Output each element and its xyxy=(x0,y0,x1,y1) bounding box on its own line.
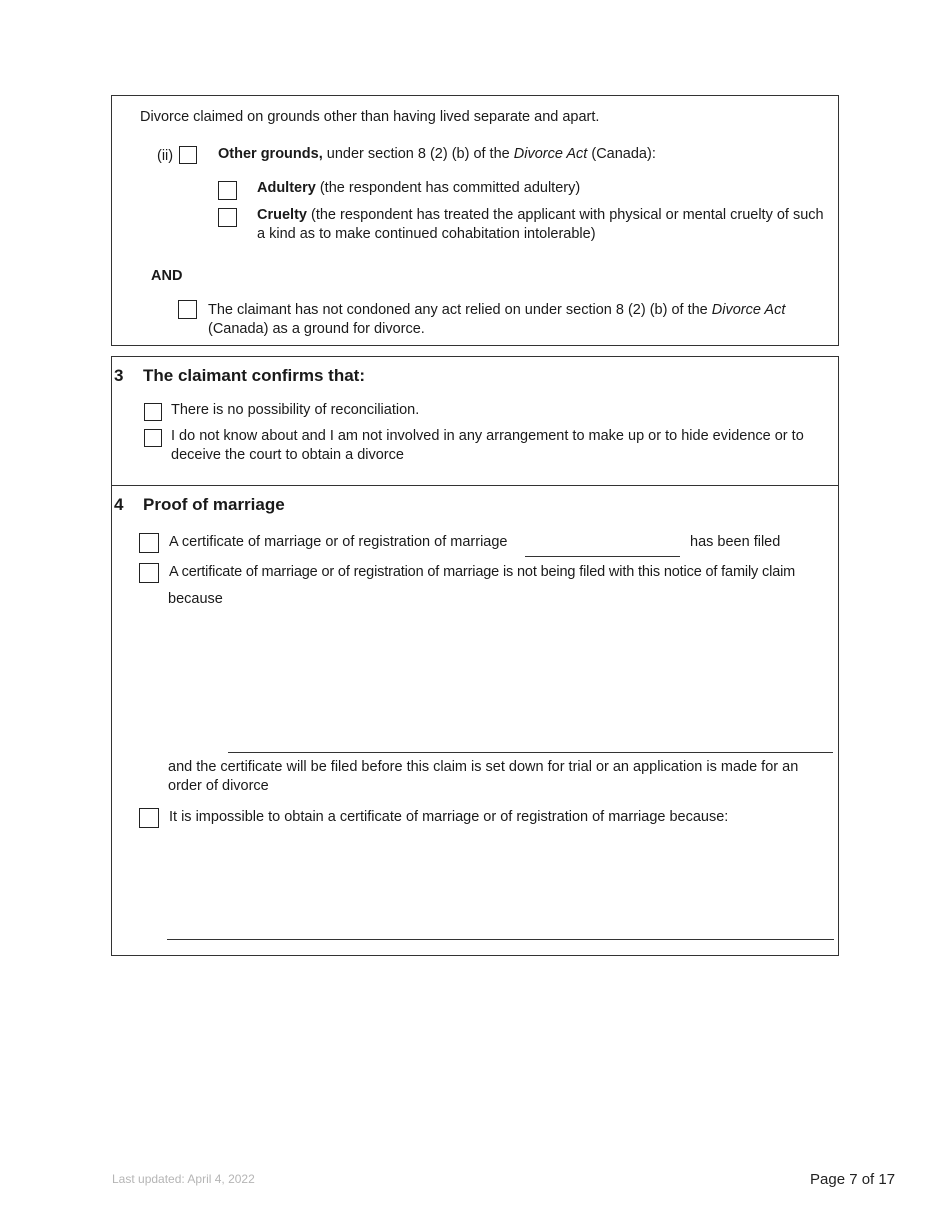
certificate-not-filed-checkbox[interactable] xyxy=(139,563,159,583)
will-be-filed-label: and the certificate will be filed before this claim is set down for trial or an application is made for an order of divorce xyxy=(168,759,799,794)
certificate-filed-date-field[interactable] xyxy=(525,556,680,557)
certificate-not-filed-label: A certificate of marriage or of registration of marriage is not being filed with this notice of family claim xyxy=(169,564,796,580)
adultery-label: Adultery (the respondent has committed adultery) xyxy=(257,180,581,196)
no-collusion-checkbox[interactable] xyxy=(144,429,162,447)
page-number: Page 7 of 17 xyxy=(810,1171,896,1188)
section-divider xyxy=(111,485,839,486)
not-condoned-checkbox[interactable] xyxy=(178,300,197,319)
cruelty-label: Cruelty (the respondent has treated the applicant with physical or mental cruelty of such a kind as to make continued cohabitation intolerable) xyxy=(257,207,824,242)
certificate-filed-label: A certificate of marriage or of registration of marriage xyxy=(169,534,508,550)
cruelty-checkbox[interactable] xyxy=(218,208,237,227)
adultery-checkbox[interactable] xyxy=(218,181,237,200)
other-grounds-label: Other grounds, under section 8 (2) (b) of the Divorce Act (Canada): xyxy=(218,146,656,162)
no-reconciliation-label: There is no possibility of reconciliation. xyxy=(171,402,420,418)
section-3-title: The claimant confirms that: xyxy=(143,366,365,385)
certificate-filed-checkbox[interactable] xyxy=(139,533,159,553)
impossible-to-obtain-checkbox[interactable] xyxy=(139,808,159,828)
impossible-reason-field[interactable] xyxy=(167,939,834,940)
no-collusion-label: I do not know about and I am not involved in any arrangement to make up or to hide evidence or to deceive the court to obtain a divorce xyxy=(171,428,804,463)
not-filed-reason-field[interactable] xyxy=(228,752,833,753)
other-grounds-intro: Divorce claimed on grounds other than having lived separate and apart. xyxy=(140,109,600,125)
because-label: because xyxy=(168,591,223,607)
and-label: AND xyxy=(151,268,183,284)
other-grounds-checkbox[interactable] xyxy=(179,146,197,164)
option-ii-marker: (ii) xyxy=(157,148,174,164)
last-updated: Last updated: April 4, 2022 xyxy=(112,1172,255,1186)
impossible-to-obtain-label: It is impossible to obtain a certificate of marriage or of registration of marriage because: xyxy=(169,809,729,825)
section-4-number: 4 xyxy=(114,495,124,514)
certificate-filed-suffix: has been filed xyxy=(690,534,781,550)
section-3-number: 3 xyxy=(114,366,124,385)
no-reconciliation-checkbox[interactable] xyxy=(144,403,162,421)
not-condoned-label: The claimant has not condoned any act relied on under section 8 (2) (b) of the Divorce Act (Canada) as a ground for divorce. xyxy=(208,302,786,337)
section-4-title: Proof of marriage xyxy=(143,495,285,514)
